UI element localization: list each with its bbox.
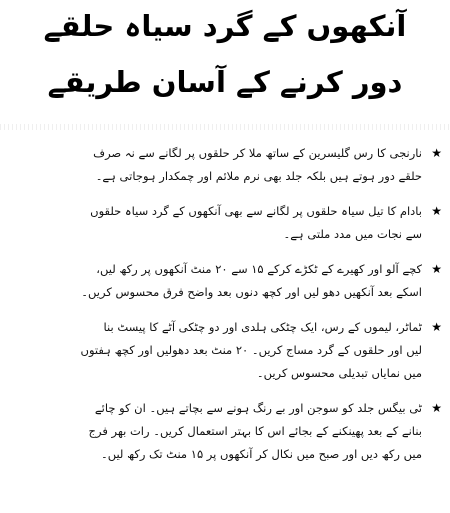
tips-list [6, 142, 444, 478]
star-bullet-icon: ★ [431, 320, 442, 334]
page-title-line-2: دور کرنے کے آسان طریقے [47, 65, 403, 99]
tip-line: بنانے کے بعد پھینکنے کے بجائے اس کا بہتر استعمال کریں۔ رات بھر فرج [88, 424, 422, 438]
tip-line: کچے آلو اور کھیرے کے ٹکڑے کرکے ۱۵ سے ۲۰ منٹ آنکھوں پر رکھ لیں، [96, 262, 422, 276]
tip-line: اسکے بعد آنکھیں دھو لیں اور کچھ دنوں بعد واضح فرق محسوس کریں۔ [81, 285, 422, 299]
tip-line: میں نمایاں تبدیلی محسوس کریں۔ [256, 366, 422, 380]
tip-line: میں رکھ دیں اور صبح میں نکال کر آنکھوں پر ۱۵ منٹ تک رکھ لیں۔ [100, 447, 422, 461]
tip-item [6, 142, 444, 188]
star-bullet-icon: ★ [431, 204, 442, 218]
star-bullet-icon: ★ [431, 262, 442, 276]
tip-item [6, 200, 444, 246]
star-bullet-icon: ★ [431, 146, 442, 160]
tip-item [6, 316, 444, 385]
tip-line: سے نجات میں مدد ملتی ہے۔ [283, 227, 422, 241]
tip-line: نارنجی کا رس گلیسرین کے ساتھ ملا کر حلقوں پر لگانے سے نہ صرف [93, 146, 422, 160]
tip-line: ٹی بیگس جلد کو سوجن اور بے رنگ ہونے سے بچاتے ہیں۔ ان کو چائے [94, 401, 422, 415]
page-title-line-1: آنکھوں کے گرد سیاہ حلقے [43, 9, 407, 43]
tip-line: ٹماٹر، لیموں کے رس، ایک چٹکی ہلدی اور دو چٹکی آٹے کا پیسٹ بنا [103, 320, 422, 334]
tip-item [6, 397, 444, 466]
tip-item [6, 258, 444, 304]
tip-line: لیں اور حلقوں کے گرد مساج کریں۔ ۲۰ منٹ بعد دھولیں اور کچھ ہفتوں [80, 343, 422, 357]
star-bullet-icon: ★ [431, 401, 442, 415]
tip-line: بادام کا تیل سیاہ حلقوں پر لگانے سے بھی آنکھوں کے گرد سیاہ حلقوں [90, 204, 422, 218]
tip-line: حلقے دور ہوتے ہیں بلکہ جلد بھی نرم ملائم اور چمکدار ہوجاتی ہے۔ [95, 169, 422, 183]
divider [0, 124, 450, 130]
